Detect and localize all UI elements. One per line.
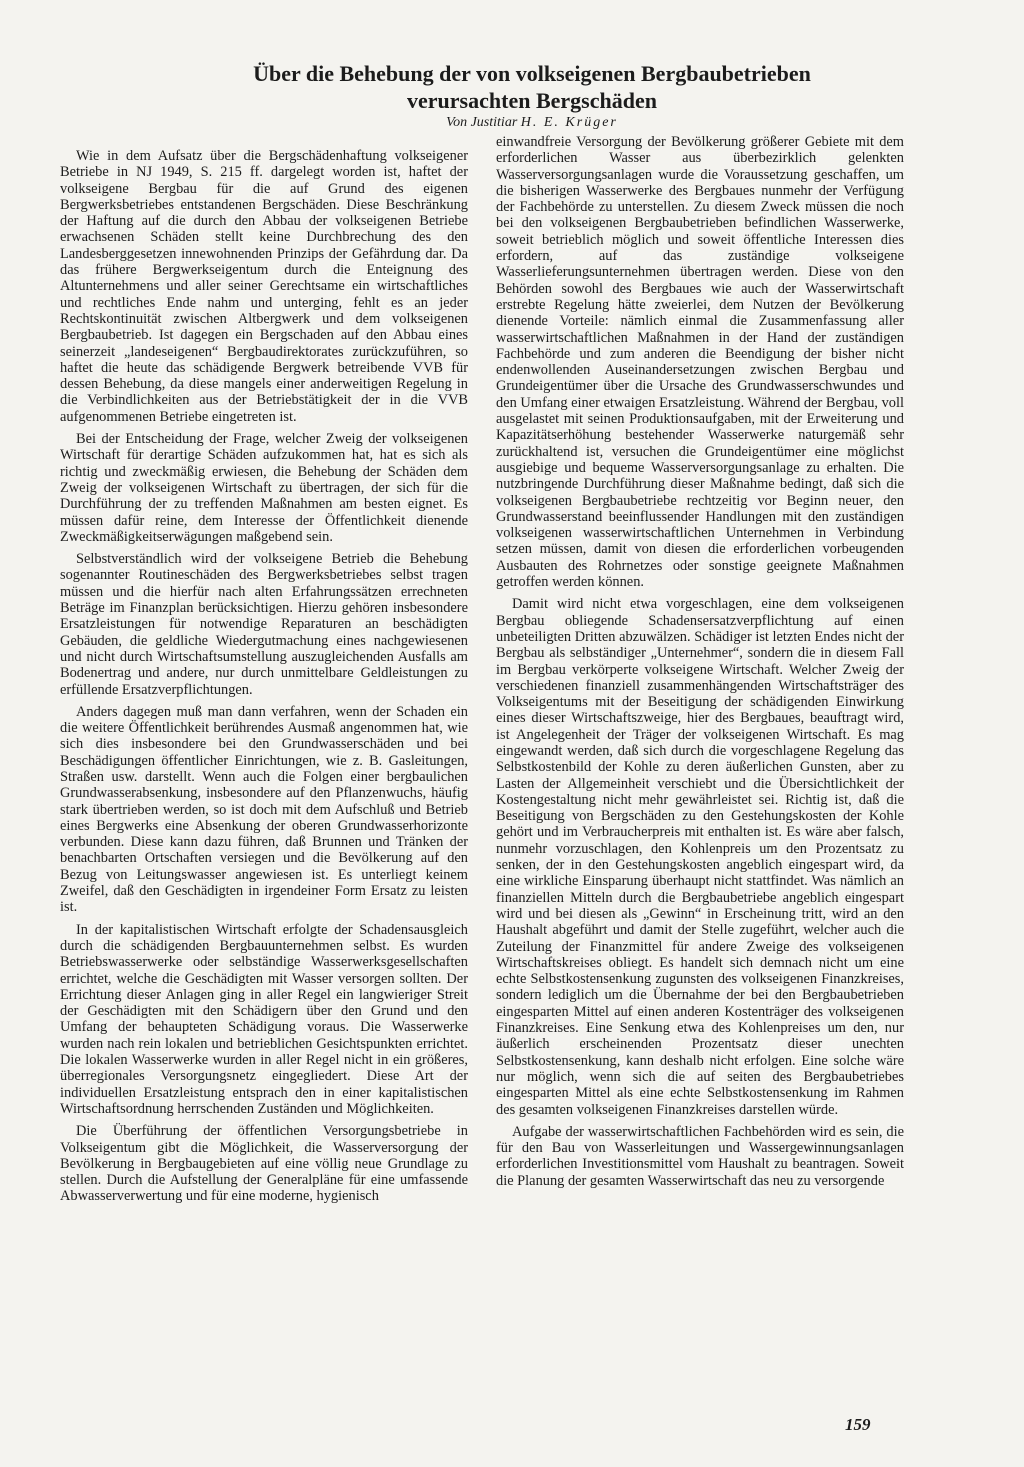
byline-author: H. E. Krüger [520, 115, 618, 130]
right-column [496, 134, 904, 1195]
article-title [60, 60, 1004, 114]
paragraph: In der kapitalistischen Wirtschaft erfolgte der Schadensausgleich durch die schädigenden Bergbauunternehmen selbst. Es wurden Betriebswasserwerke oder selbständige Wasserwerksgesellschaften errichtet, welche die Geschädigten mit Wasser versorgen sollten. Der Errichtung dieser Anlagen ging in aller Regel ein langwieriger Streit der Geschädigten mit den Schädigern über den Grund und den Umfang der behaupteten Schädigung voraus. Die Wasserwerke wurden nach rein lokalen und betrieblichen Gesichtspunkten errichtet. Die lokalen Wasserwerke wurden in aller Regel nicht in ein größeres, überregionales Versorgungsnetz eingegliedert. Diese Art der individuellen Ersatzleistung entsprach den in einer kapitalistischen Wirtschaftsordnung herrschenden Zuständen und Möglichkeiten. [60, 921, 468, 1117]
paragraph: Die Überführung der öffentlichen Versorgungsbetriebe in Volkseigentum gibt die Möglichkeit, die Wasserversorgung der Bevölkerung in Bergbaugebieten auf eine völlig neue Grundlage zu stellen. Durch die Aufstellung der Generalpläne für eine umfassende Abwasserverwertung und für eine moderne, hygienisch [60, 1123, 468, 1205]
article-title-line-1: Über die Behebung der von volkseigenen Bergbaubetrieben [253, 61, 811, 86]
paragraph: Bei der Entscheidung der Frage, welcher Zweig der volkseigenen Wirtschaft für derartige Schäden aufzukommen hat, hat es sich als richtig und zweckmäßig erwiesen, die Behebung der Schäden dem Zweig der volkseigenen Wirtschaft zu übertragen, der sich für die Durchführung der zu treffenden Maßnahmen am besten eignet. Es müssen dafür reine, dem Interesse der Öffentlichkeit dienende Zweckmäßigkeitserwägungen maßgebend sein. [60, 431, 468, 545]
byline-prefix: Von Justitiar [446, 115, 518, 130]
article-title-line-2: verursachten Bergschäden [407, 88, 657, 113]
paragraph: Anders dagegen muß man dann verfahren, wenn der Schaden ein die weitere Öffentlichkeit berührendes Ausmaß angenommen hat, wie sich dies insbesondere bei den Grundwasserschäden und bei Beschädigungen öffentlicher Einrichtungen, wie z. B. Gasleitungen, Straßen usw. darstellt. Wenn auch die Folgen einer bergbaulichen Grundwasserabsenkung, insbesondere auf den Pflanzenwuchs, häufig stark übertrieben werden, so ist doch mit dem Aufschluß und Betrieb eines Bergwerks eine Absenkung der oberen Grundwasserhorizonte verbunden. Diese kann dazu führen, daß Brunnen und Tränken der benachbarten Ortschaften versiegen und die Bevölkerung auf den Bezug von Leitungswasser angewiesen ist. Es unterliegt keinem Zweifel, daß den Geschädigten in irgendeiner Form Ersatz zu leisten ist. [60, 703, 468, 916]
paragraph: Selbstverständlich wird der volkseigene Betrieb die Behebung sogenannter Routineschäden des Bergwerksbetriebes selbst tragen müssen und die hierfür nach alten Erfahrungssätzen errechneten Beträge im Finanzplan berücksichtigen. Hierzu gehören insbesondere Ersatzleistungen für notwendige Reparaturen an beschädigten Gebäuden, die geldliche Wiedergutmachung eines nachgewiesenen und nicht durch Wirtschaftsumstellung auszugleichenden Ausfalls am Bodenertrag und andere, nur durch unmittelbare Geldleistungen zu erfüllende Ersatzverpflichtungen. [60, 551, 468, 698]
page-number: 159 [845, 1415, 871, 1434]
paragraph: Aufgabe der wasserwirtschaftlichen Fachbehörden wird es sein, die für den Bau von Wasserleitungen und Wassergewinnungsanlagen erforderlichen Investitionsmittel vom Haushalt zu beantragen. Soweit die Planung der gesamten Wasserwirtschaft das neu zu versorgende [496, 1123, 904, 1189]
byline [60, 115, 1004, 131]
paragraph: Damit wird nicht etwa vorgeschlagen, eine dem volkseigenen Bergbau obliegende Schadensersatzverpflichtung auf einen unbeteiligten Dritten abzuwälzen. Schädiger ist letzten Endes nicht der Bergbau als selbständiger „Unternehmer“, sondern die in diesem Fall im Bergbau verkörperte volkseigene Wirtschaft. Welcher Zweig der verschiedenen finanziell zusammenhängenden Wirtschaftsträger des Volkseigentums mit der Beseitigung der schädigenden Einwirkung eines dieser Wirtschaftszweige, hier des Bergbaues, beauftragt wird, ist Angelegenheit der Träger der volkseigenen Wirtschaft. Es mag eingewandt werden, daß sich durch die vorgeschlagene Regelung das Selbstkostenbild der Kohle zu deren äußerlichen Gunsten, aber zu Lasten der Allgemeinheit verschiebt und die Übersichtlichkeit der Kostengestaltung nicht mehr gewährleistet sei. Richtig ist, daß die Beseitigung von Bergschäden zu den Gestehungskosten der Kohle gehört und im Verbraucherpreis mit enthalten ist. Es wäre aber falsch, nunmehr vorzuschlagen, den Kohlenpreis um den Prozentsatz zu senken, der in den Gestehungskosten angeblich eingespart wird, da eine wirkliche Einsparung überhaupt nicht stattfindet. Was nämlich an finanziellen Mitteln durch die Bergbaubetriebe angeblich eingespart wird und bei diesen als „Gewinn“ in Erscheinung tritt, wird an den Haushalt abgeführt und damit der Stelle zugeführt, welcher auch die Zuteilung der Finanzmittel für andere Zweige des volkseigenen Wirtschaftskreises obliegt. Es handelt sich demnach nicht um eine echte Selbstkostensenkung zugunsten des volkseigenen Finanzkreises, sondern lediglich um die Übernahme der bei den Bergbaubetrieben eingesparten Mittel auf einen anderen Kostenträger des volkseigenen Finanzkreises. Eine Senkung etwa des Kohlenpreises um den, nur äußerlich erscheinenden Prozentsatz dieser unechten Selbstkostensenkung, kann deshalb nicht erfolgen. Eine solche wäre nur möglich, wenn sich die auf seiten des Bergbaubetriebes eingesparten Mittel als eine echte Selbstkostensenkung im Rahmen des gesamten volkseigenen Finanzkreises darstellen würde. [496, 596, 904, 1118]
paragraph: Wie in dem Aufsatz über die Bergschädenhaftung volkseigener Betriebe in NJ 1949, S. 215 ff. dargelegt worden ist, haftet der volkseigene Bergbau für die auf Grund des eigenen Bergwerksbetriebes entstandenen Bergschäden. Diese Beschränkung der Haftung auf die durch den Abbau der volkseigenen Betriebe erwachsenen Schäden stellt keine Durchbrechung des den Landesberggesetzen innewohnenden Prinzips der Gefährdung dar. Da das frühere Bergwerkseigentum durch die Enteignung des Altunternehmens und aller seiner Gerechtsame ein wirtschaftliches und rechtliches Ende nahm und unterging, fehlt es an jeder Rechtskontinuität zwischen Altbergwerk und dem volkseigenen Bergbaubetrieb. Ist dagegen ein Bergschaden auf den Abbau eines seinerzeit „landeseigenen“ Bergbaudirektorates zurückzuführen, so haftet die heute das schädigende Bergwerk betreibende VVB für dessen Behebung, da diese mangels einer anderweitigen Regelung in die Verbindlichkeiten aus der Betriebstätigkeit der in die VVB aufgenommenen Betriebe eingetreten ist. [60, 148, 468, 425]
paragraph: einwandfreie Versorgung der Bevölkerung größerer Gebiete mit dem erforderlichen Wasser aus überbezirklich gelenkten Wasserversorgungsanlagen wurde die Voraussetzung geschaffen, um die bisherigen Wasserwerke des Bergbaues nunmehr der Verfügung der Fachbehörde zu unterstellen. Zu diesem Zweck müssen die noch bei den volkseigenen Bergbaubetrieben befindlichen Wasserwerke, soweit betrieblich möglich und soweit öffentliche Interessen dies erfordern, auf das zuständige volkseigene Wasserlieferungsunternehmen übertragen werden. Diese von den Behörden sowohl des Bergbaues wie auch der Wasserwirtschaft erstrebte Regelung hätte zweierlei, dem Nutzen der Bevölkerung dienende Vorteile: nämlich einmal die Zusammenfassung aller wasserwirtschaftlichen Maßnahmen in der Hand der zuständigen Fachbehörde und zum anderen die Beendigung der bisher nicht endenwollenden Auseinandersetzungen zwischen Bergbau und Grundeigentümer über die Ursache des Grundwasserschwundes und den Umfang einer etwaigen Ersatzleistung. Während der Bergbau, voll ausgelastet mit seinen Produktionsaufgaben, mit der Erweiterung und Kapazitätserhöhung bestehender Wasserwerke naturgemäß sehr zurückhaltend ist, versuchen die Grundeigentümer eine möglichst ausgiebige und bequeme Wasserversorgungsanlage zu erhalten. Die nutzbringende Durchführung dieser Maßnahme bedingt, daß sich die volkseigenen Bergbaubetriebe rechtzeitig vor Beginn neuer, den Grundwasserstand beeinflussender Handlungen mit den zuständigen volkseigenen wasserwirtschaftlichen Unternehmen in Verbindung setzen müssen, damit von diesen die erforderlichen vorbeugenden Ausbauten des Rohrnetzes oder sonstige geeignete Maßnahmen getroffen werden können. [496, 134, 904, 591]
left-column [60, 148, 468, 1211]
